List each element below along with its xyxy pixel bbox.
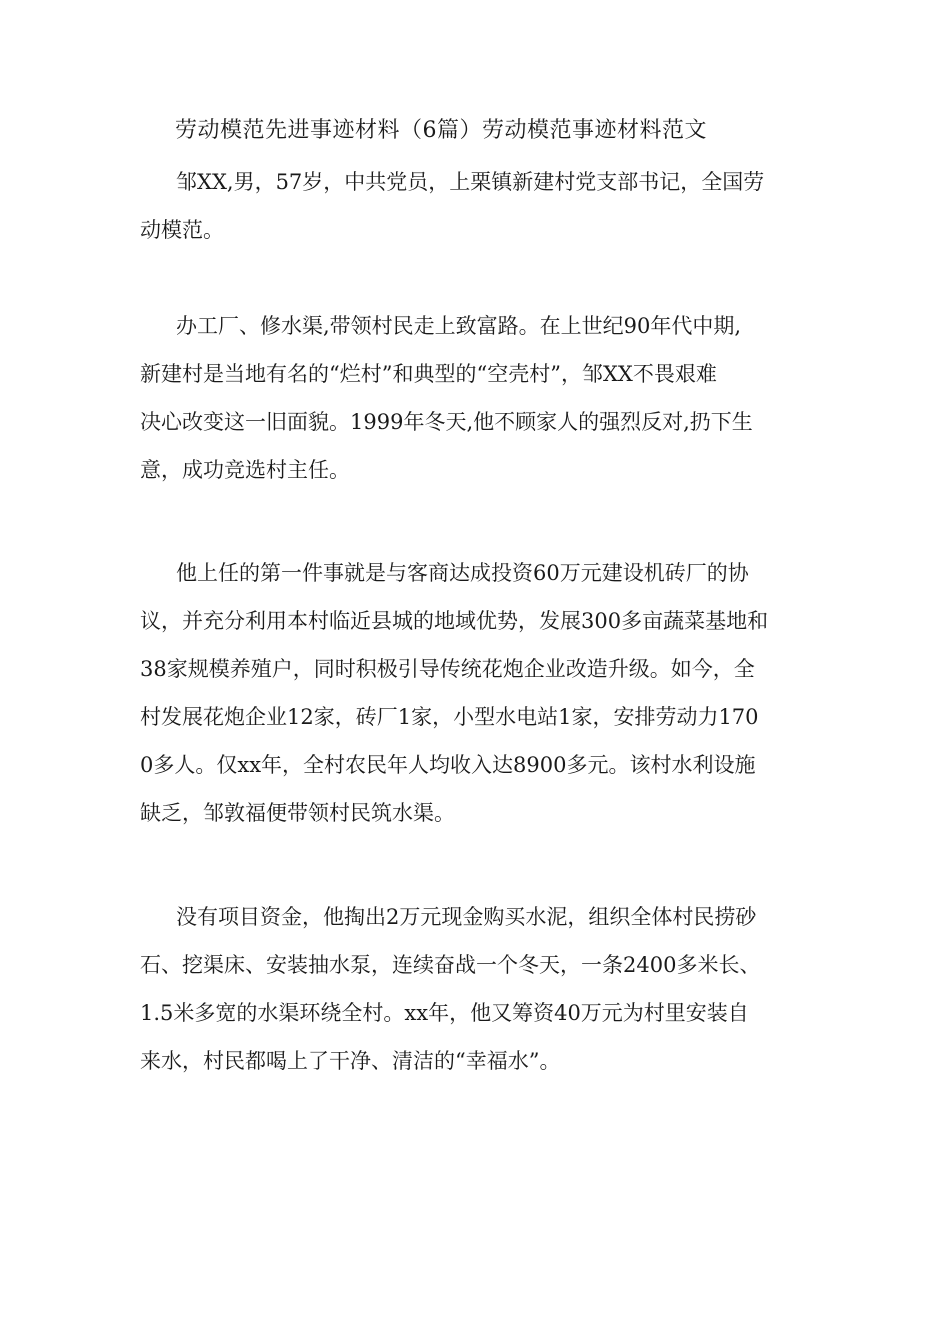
paragraph-line: 石、挖渠床、安装抽水泵，连续奋战一个冬天，一条2400多米长、 (140, 953, 761, 977)
paragraph-line: 38家规模养殖户，同时积极引导传统花炮企业改造升级。如今，全 (140, 657, 755, 681)
paragraph-line: 他上任的第一件事就是与客商达成投资60万元建设机砖厂的协 (176, 561, 749, 585)
paragraph-line: 1.5米多宽的水渠环绕全村。xx年，他又筹资40万元为村里安装自 (140, 1001, 749, 1025)
paragraph-3 (140, 549, 820, 837)
document-title: 劳动模范先进事迹材料（6篇）劳动模范事迹材料范文 (175, 118, 707, 143)
paragraph-1 (140, 158, 820, 254)
paragraph-line: 来水，村民都喝上了干净、清洁的“幸福水”。 (140, 1049, 561, 1073)
paragraph-line: 邹XX,男，57岁，中共党员，上栗镇新建村党支部书记，全国劳 (176, 170, 765, 194)
paragraph-line: 动模范。 (140, 218, 224, 242)
paragraph-line: 决心改变这一旧面貌。1999年冬天,他不顾家人的强烈反对,扔下生 (140, 410, 753, 434)
paragraph-4 (140, 893, 820, 1085)
paragraph-line: 议，并充分利用本村临近县城的地域优势，发展300多亩蔬菜基地和 (140, 609, 769, 633)
paragraph-line: 0多人。仅xx年，全村农民年人均收入达8900多元。该村水利设施 (140, 753, 756, 777)
paragraph-line: 村发展花炮企业12家，砖厂1家，小型水电站1家，安排劳动力170 (140, 705, 759, 729)
paragraph-line: 没有项目资金，他掏出2万元现金购买水泥，组织全体村民捞砂 (176, 905, 757, 929)
paragraph-line: 意，成功竞选村主任。 (140, 458, 350, 482)
paragraph-2 (140, 302, 820, 494)
paragraph-line: 新建村是当地有名的“烂村”和典型的“空壳村”，邹XX不畏艰难 (140, 362, 717, 386)
paragraph-line: 办工厂、修水渠,带领村民走上致富路。在上世纪90年代中期, (176, 314, 742, 338)
paragraph-line: 缺乏，邹敦福便带领村民筑水渠。 (140, 801, 455, 825)
